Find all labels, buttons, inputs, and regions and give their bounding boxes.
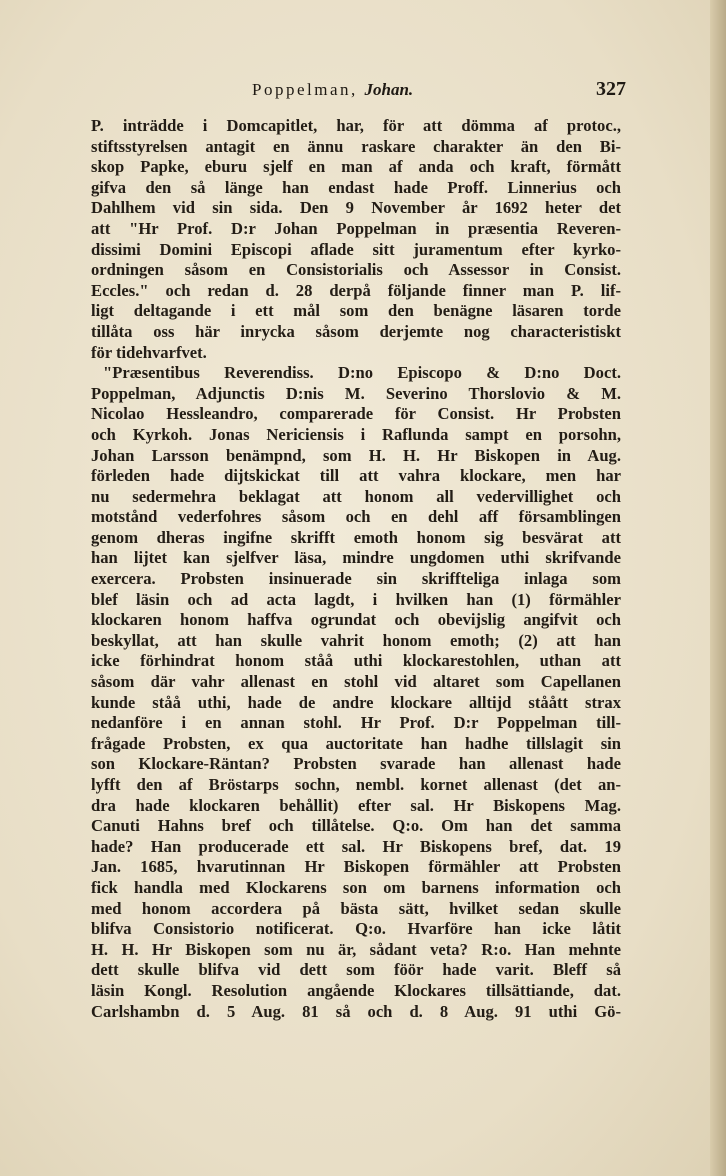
text-line: nu sedermehra beklagat att honom all vedervillighet och: [91, 486, 621, 506]
text-line: kunde ståå uthi, hade de andre klockare alltijd ståått strax: [91, 692, 621, 712]
page-gutter-shadow: [710, 0, 726, 1176]
text-line: Jan. 1685, hvarutinnan Hr Biskopen förmähler att Probsten: [91, 857, 621, 877]
text-line: Eccles." och redan d. 28 derpå följande finner man P. lif-: [91, 280, 621, 300]
text-line: Dahlhem vid sin sida. Den 9 November år 1692 heter det: [91, 198, 621, 218]
text-line: Johan Larsson benämpnd, som H. H. Hr Biskopen in Aug.: [91, 445, 621, 465]
text-line: motstånd vederfohres såsom och en dehl aff församblingen: [91, 507, 621, 527]
text-line: såsom där vahr allenast en stohl vid altaret som Capellanen: [91, 672, 621, 692]
text-line: blifva Consistorio notificerat. Q:o. Hvarföre han icke låtit: [91, 919, 621, 939]
text-line: fick handla med Klockarens son om barnens information och: [91, 877, 621, 897]
page-number: 327: [596, 78, 626, 100]
text-line: skop Papke, eburu sjelf en man af anda och kraft, förmått: [91, 157, 621, 177]
text-line: beskyllat, att han skulle vahrit honom emoth; (2) att han: [91, 630, 621, 650]
text-line: frågade Probsten, ex qua auctoritate han hadhe tillslagit sin: [91, 733, 621, 753]
text-line: ligt deltagande i ett mål som den benägne läsaren torde: [91, 301, 621, 321]
text-line: dissimi Domini Episcopi aflade sitt juramentum efter kyrko-: [91, 239, 621, 259]
text-line: P. inträdde i Domcapitlet, har, för att dömma af protoc.,: [91, 116, 621, 135]
text-line: nedanföre i en annan stohl. Hr Prof. D:r Poppelman till-: [91, 713, 621, 733]
text-line: Carlshambn d. 5 Aug. 81 så och d. 8 Aug. 91 uthi Gö-: [91, 1001, 621, 1021]
quote-start-line: "Præsentibus Reverendiss. D:no Episcopo & D:no Doct.: [103, 363, 621, 383]
running-head-given-name: Johan.: [364, 80, 414, 99]
text-line: och Kyrkoh. Jonas Nericiensis i Raflunda sampt en porsohn,: [91, 424, 621, 444]
body-text: [91, 116, 621, 1022]
text-line: att "Hr Prof. D:r Johan Poppelman in præsentia Reveren-: [91, 218, 621, 238]
text-line: läsin Kongl. Resolution angående Klockares tillsättiande, dat.: [91, 980, 621, 1000]
text-line: lyfft den af Bröstarps sochn, nembl. kornet allenast (det an-: [91, 775, 621, 794]
text-line: dra hade klockaren behållit) efter sal. Hr Biskopens Mag.: [91, 795, 621, 815]
text-line: klockaren honom haffva ogrundat och obevijslig angifvit och: [91, 610, 621, 630]
text-line: gifva den så länge han endast hade Proff. Linnerius och: [91, 177, 621, 197]
text-line: Nicolao Hessleandro, comparerade för Consist. Hr Probsten: [91, 404, 621, 424]
text-line: exercera. Probsten insinuerade sin skriffteliga inlaga som: [91, 569, 621, 589]
text-line: icke förhindrat honom ståå uthi klockarestohlen, uthan att: [91, 651, 621, 671]
text-line: H. H. Hr Biskopen som nu är, sådant veta? R:o. Han mehnte: [91, 939, 621, 959]
text-line: tillåta oss här inrycka såsom derjemte nog characteristiskt: [91, 321, 621, 341]
text-line: förleden hade dijtskickat till att vahra klockare, men har: [91, 466, 621, 486]
running-head-surname: Poppelman,: [252, 80, 358, 99]
text-line: stiftsstyrelsen antagit en ännu raskare charakter än den Bi-: [91, 136, 621, 156]
page-header: [86, 80, 626, 106]
text-line: Canuti Hahns bref och tillåtelse. Q:o. Om han det samma: [91, 816, 621, 836]
text-line: ordningen såsom en Consistorialis och Assessor in Consist.: [91, 260, 621, 280]
text-line: för tidehvarfvet.: [91, 342, 207, 362]
text-line: son Klockare-Räntan? Probsten svarade han allenast hade: [91, 754, 621, 774]
text-line: hade? Han producerade ett sal. Hr Biskopens bref, dat. 19: [91, 836, 621, 856]
text-line: Poppelman, Adjunctis D:nis M. Severino Thorslovio & M.: [91, 383, 621, 403]
text-line: blef läsin och ad acta lagdt, i hvilken han (1) förmähler: [91, 589, 621, 609]
text-line: han lijtet kan sjelfver läsa, mindre ungdomen uthi skrifvande: [91, 548, 621, 568]
text-line: med honom accordera på bästa sätt, hvilket sedan skulle: [91, 898, 621, 918]
text-line: genom dheras ingifne skrifft emoth honom sig besvärat att: [91, 527, 621, 547]
running-head: [252, 80, 413, 100]
text-line: dett skulle blifva vid dett som föör hade varit. Bleff så: [91, 960, 621, 980]
